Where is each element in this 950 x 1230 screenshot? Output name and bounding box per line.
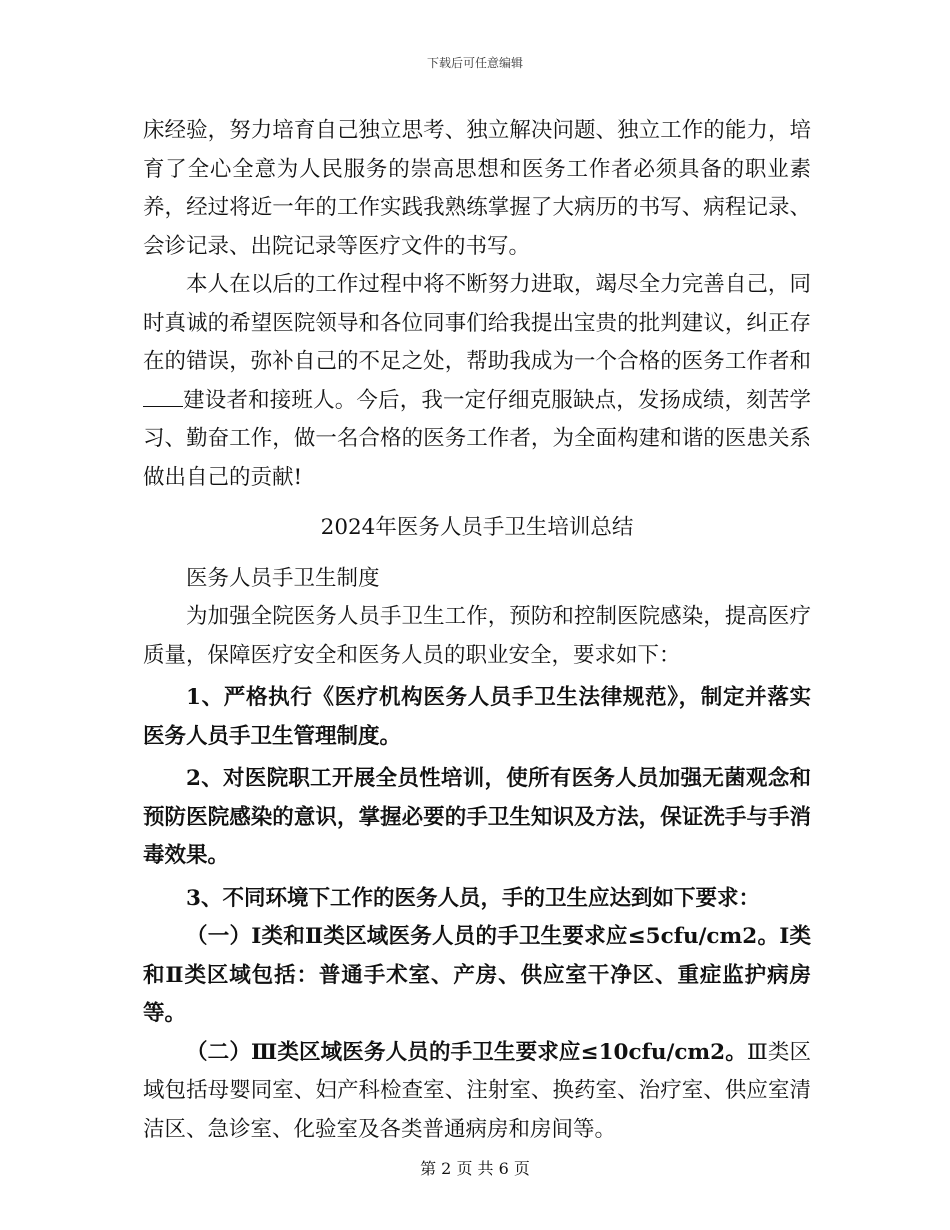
- paragraph-intro: 为加强全院医务人员手卫生工作，预防和控制医院感染，提高医疗质量，保障医疗安全和医务人员的职业安全，要求如下：: [143, 604, 811, 668]
- list-item-1: 1、严格执行《医疗机构医务人员手卫生法律规范》，制定并落实医务人员手卫生管理制度。: [143, 685, 811, 749]
- sub-item-2-rest: Ⅲ类区域包括母婴同室、妇产科检查室、注射室、换药室、治疗室、供应室清洁区、急诊室、化验室及各类普通病房和房间等。: [143, 1039, 812, 1142]
- paragraph-future-work-part-a: 本人在以后的工作过程中将不断努力进取，竭尽全力完善自己，同时真诚的希望医院领导和各位同事们给我提出宝贵的批判建议，纠正存在的错误，弥补自己的不足之处，帮助我成为一个合格的医务工作者和: [143, 272, 811, 374]
- sub-item-2: [143, 1034, 811, 1150]
- document-body: [143, 112, 811, 1149]
- paragraph-future-work: [143, 266, 811, 497]
- sub-item-1: （一）Ⅰ类和Ⅱ类区域医务人员的手卫生要求应≤5cfu/cm2。Ⅰ类和Ⅱ类区域包括：普通手术室、产房、供应室干净区、重症监护病房等。: [143, 924, 811, 1026]
- page-number: 第 2 页 共 6 页: [420, 1159, 530, 1178]
- paragraph-clinical-experience: 床经验，努力培育自己独立思考、独立解决问题、独立工作的能力，培育了全心全意为人民服务的崇高思想和医务工作者必须具备的职业素养，经过将近一年的工作实践我熟练掌握了大病历的书写、病程记录、会诊记录、出院记录等医疗文件的书写。: [143, 118, 811, 259]
- section-title: 2024年医务人员手卫生培训总结: [320, 515, 634, 540]
- blank-underline: [143, 386, 183, 407]
- section-subtitle: 医务人员手卫生制度: [186, 565, 380, 591]
- list-item-2: 2、对医院职工开展全员性培训，使所有医务人员加强无菌观念和预防医院感染的意识，掌握必要的手卫生知识及方法，保证洗手与手消毒效果。: [143, 766, 811, 868]
- sub-item-2-bold: （二）Ⅲ类区域医务人员的手卫生要求应≤10cfu/cm2。: [186, 1039, 747, 1065]
- paragraph-future-work-part-b: 建设者和接班人。今后，我一定仔细克服缺点，发扬成绩，刻苦学习、勤奋工作，做一名合格的医务工作者，为全面构建和谐的医患关系做出自己的贡献!: [143, 387, 811, 490]
- list-item-3: 3、不同环境下工作的医务人员，手的卫生应达到如下要求：: [186, 885, 760, 911]
- page-header-note: 下载后可任意编辑: [426, 56, 523, 70]
